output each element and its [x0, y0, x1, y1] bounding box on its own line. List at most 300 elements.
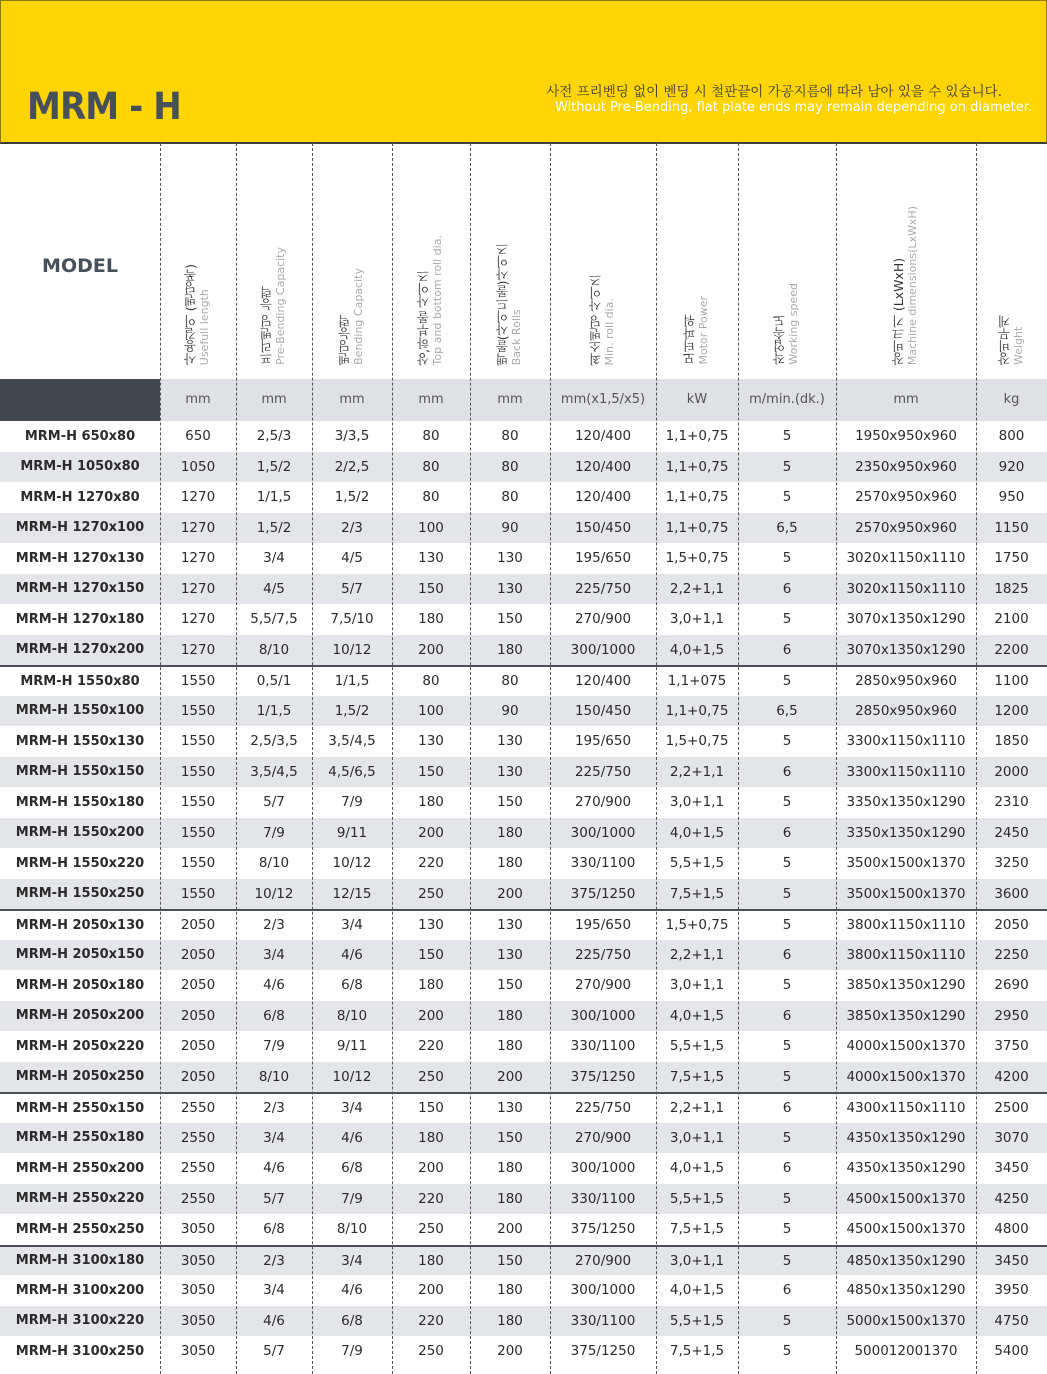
- model-name-cell: MRM-H 3100x250: [15, 1343, 145, 1359]
- column-header-english: Usefull length: [198, 288, 211, 365]
- table-cell: 1,5+0,75: [665, 733, 729, 750]
- model-name-cell: MRM-H 1270x180: [15, 611, 145, 627]
- table-cell: 4,0+1,5: [669, 1160, 725, 1177]
- table-cell: 2050: [180, 917, 216, 934]
- table-cell: 3/3,5: [334, 428, 370, 445]
- table-cell: 225/750: [574, 580, 632, 597]
- table-cell: 10/12: [332, 641, 372, 658]
- table-cell: 6: [782, 1160, 792, 1177]
- table-cell: 9/11: [336, 824, 368, 841]
- table-cell: 80: [501, 489, 519, 506]
- table-cell: 375/1250: [570, 1343, 636, 1360]
- table-cell: 4200: [994, 1068, 1029, 1085]
- table-cell: 1270: [180, 519, 216, 536]
- table-cell: 130: [497, 733, 523, 750]
- table-cell: 5: [782, 1252, 792, 1269]
- column-header: [976, 143, 1047, 379]
- table-cell: 3600: [994, 885, 1029, 902]
- model-name-cell: MRM-H 1550x180: [15, 794, 145, 810]
- table-cell: 3850x1350x1290: [846, 1007, 966, 1024]
- table-cell: 150/450: [574, 519, 632, 536]
- note-english: Without Pre-Bending, flat plate ends may remain depending on diameter.: [555, 100, 1032, 115]
- table-cell: 5,5+1,5: [669, 1038, 725, 1055]
- column-divider: [738, 143, 739, 1374]
- table-cell: 100: [418, 702, 444, 719]
- column-header: [392, 143, 470, 379]
- table-cell: 120/400: [574, 428, 632, 445]
- column-header-english: Machine dimensions(LxWxH): [906, 205, 919, 365]
- table-cell: 6: [782, 1100, 792, 1117]
- model-name-cell: MRM-H 1550x80: [20, 673, 140, 689]
- table-row: [0, 1123, 1047, 1154]
- table-cell: 6: [782, 1007, 792, 1024]
- column-divider: [392, 143, 393, 1374]
- table-cell: 3,0+1,1: [669, 1129, 725, 1146]
- table-cell: 1270: [180, 550, 216, 567]
- table-cell: 4250: [994, 1190, 1029, 1207]
- column-header: [312, 143, 392, 379]
- column-header-label: [184, 264, 212, 365]
- table-cell: 7/9: [341, 794, 363, 811]
- table-cell: 2,2+1,1: [669, 946, 725, 963]
- model-name-cell: MRM-H 2050x150: [15, 947, 145, 963]
- table-cell: 80: [501, 428, 519, 445]
- table-cell: 4/6: [263, 977, 285, 994]
- column-header-korean: 백롤(사이드롤)사이즈: [495, 242, 510, 365]
- table-cell: 4850x1350x1290: [846, 1282, 966, 1299]
- column-header-english: Motor Power: [697, 296, 710, 365]
- table-cell: 3/4: [341, 917, 363, 934]
- column-divider: [312, 143, 313, 1374]
- table-cell: 5: [782, 611, 792, 628]
- table-cell: 1550: [180, 885, 216, 902]
- table-cell: 920: [998, 458, 1025, 475]
- table-cell: 1270: [180, 580, 216, 597]
- table-cell: 270/900: [574, 794, 632, 811]
- table-cell: 4/6: [263, 1160, 285, 1177]
- table-cell: 1,1+0,75: [665, 702, 729, 719]
- model-name-cell: MRM-H 2050x220: [15, 1038, 145, 1054]
- table-cell: 180: [497, 1282, 523, 1299]
- table-cell: 3050: [180, 1252, 216, 1269]
- table-header: [0, 143, 1047, 379]
- table-row: [0, 1153, 1047, 1184]
- table-cell: 2,5/3,5: [250, 733, 298, 750]
- table-cell: 4300x1150x1110: [846, 1100, 966, 1117]
- table-cell: 2850x950x960: [855, 702, 957, 719]
- unit-label: mm: [497, 392, 523, 407]
- table-cell: 180: [418, 977, 444, 994]
- model-name-cell: MRM-H 1270x150: [15, 581, 145, 597]
- table-cell: 8/10: [258, 641, 290, 658]
- table-cell: 150: [497, 1252, 523, 1269]
- table-cell: 195/650: [574, 917, 632, 934]
- table-row: [0, 1184, 1047, 1215]
- table-cell: 4/6: [341, 946, 363, 963]
- table-cell: 375/1250: [570, 1068, 636, 1085]
- table-cell: 2690: [994, 977, 1029, 994]
- table-cell: 300/1000: [570, 1160, 636, 1177]
- table-row: [0, 452, 1047, 483]
- table-cell: 1550: [180, 702, 216, 719]
- table-cell: 1550: [180, 794, 216, 811]
- title-banner: [0, 0, 1047, 144]
- table-cell: 4/6: [341, 1282, 363, 1299]
- column-header: [836, 143, 976, 379]
- table-cell: 6/8: [263, 1007, 285, 1024]
- table-cell: 90: [501, 519, 519, 536]
- table-row: [0, 1336, 1047, 1367]
- table-cell: 225/750: [574, 763, 632, 780]
- table-cell: 300/1000: [570, 641, 636, 658]
- column-header-english: Pre-Bending Capacity: [274, 247, 287, 365]
- table-cell: 180: [418, 611, 444, 628]
- table-cell: 5000x1500x1370: [846, 1312, 966, 1329]
- table-cell: 130: [497, 917, 523, 934]
- table-cell: 4,0+1,5: [669, 641, 725, 658]
- table-cell: 4,0+1,5: [669, 1282, 725, 1299]
- table-cell: 7,5/10: [330, 611, 374, 628]
- table-cell: 3/4: [341, 1100, 363, 1117]
- table-cell: 5: [782, 1190, 792, 1207]
- table-row: [0, 543, 1047, 574]
- column-header-label: [998, 315, 1026, 365]
- table-row: [0, 665, 1047, 696]
- table-cell: 4/6: [341, 1129, 363, 1146]
- table-cell: 80: [422, 673, 440, 690]
- table-cell: 2,2+1,1: [669, 580, 725, 597]
- unit-label: kW: [686, 392, 708, 407]
- table-cell: 180: [418, 1252, 444, 1269]
- table-cell: 100: [418, 519, 444, 536]
- table-cell: 3050: [180, 1312, 216, 1329]
- table-cell: 3450: [994, 1160, 1029, 1177]
- table-cell: 130: [497, 763, 523, 780]
- unit-label: mm: [418, 392, 444, 407]
- table-cell: 330/1100: [570, 1038, 636, 1055]
- table-cell: 330/1100: [570, 855, 636, 872]
- unit-label: mm: [893, 392, 919, 407]
- table-cell: 5: [782, 885, 792, 902]
- column-header: [236, 143, 312, 379]
- table-cell: 5/7: [263, 1343, 285, 1360]
- table-row: [0, 1062, 1047, 1093]
- table-cell: 180: [497, 1312, 523, 1329]
- table-cell: 330/1100: [570, 1190, 636, 1207]
- table-cell: 200: [418, 824, 444, 841]
- table-cell: 7,5+1,5: [669, 885, 725, 902]
- table-cell: 3350x1350x1290: [846, 824, 966, 841]
- model-name-cell: MRM-H 2550x250: [15, 1221, 145, 1237]
- table-cell: 80: [422, 489, 440, 506]
- table-cell: 1/1,5: [256, 489, 292, 506]
- table-cell: 6: [782, 580, 792, 597]
- table-cell: 4/5: [341, 550, 363, 567]
- table-cell: 330/1100: [570, 1312, 636, 1329]
- column-header-english: Top and bottom roll dia.: [431, 234, 444, 365]
- table-cell: 250: [418, 1221, 444, 1238]
- column-header-label: [892, 206, 920, 365]
- table-cell: 3/4: [263, 1282, 285, 1299]
- table-cell: 150: [418, 1100, 444, 1117]
- table-cell: 150/450: [574, 702, 632, 719]
- table-cell: 4/5: [263, 580, 285, 597]
- table-cell: 3500x1500x1370: [846, 855, 966, 872]
- table-row: [0, 1092, 1047, 1123]
- table-cell: 3,0+1,1: [669, 1252, 725, 1269]
- table-row: [0, 726, 1047, 757]
- table-row: [0, 848, 1047, 879]
- table-cell: 3,0+1,1: [669, 977, 725, 994]
- table-cell: 800: [998, 428, 1025, 445]
- column-divider: [550, 143, 551, 1374]
- table-cell: 7/9: [341, 1190, 363, 1207]
- table-cell: 5,5+1,5: [669, 855, 725, 872]
- table-cell: 130: [497, 550, 523, 567]
- table-cell: 0,5/1: [256, 673, 292, 690]
- table-row: [0, 604, 1047, 635]
- column-header-label: [496, 243, 524, 365]
- table-cell: 300/1000: [570, 824, 636, 841]
- table-cell: 1270: [180, 641, 216, 658]
- table-row: [0, 757, 1047, 788]
- table-cell: 8/10: [258, 1068, 290, 1085]
- column-header-label: [683, 296, 711, 365]
- table-cell: 1,1+0,75: [665, 489, 729, 506]
- table-cell: 8/10: [336, 1221, 368, 1238]
- table-cell: 80: [422, 428, 440, 445]
- table-cell: 3/4: [263, 946, 285, 963]
- table-cell: 4500x1500x1370: [846, 1221, 966, 1238]
- table-cell: 3750: [994, 1038, 1029, 1055]
- model-name-cell: MRM-H 1550x130: [15, 733, 145, 749]
- table-cell: 4350x1350x1290: [846, 1129, 966, 1146]
- table-cell: 6: [782, 1282, 792, 1299]
- table-cell: 2550: [180, 1160, 216, 1177]
- table-cell: 150: [497, 611, 523, 628]
- table-cell: 180: [497, 1190, 523, 1207]
- table-cell: 2,2+1,1: [669, 1100, 725, 1117]
- table-cell: 4800: [994, 1221, 1029, 1238]
- table-cell: 180: [497, 1007, 523, 1024]
- table-cell: 5: [782, 1068, 792, 1085]
- model-name-cell: MRM-H 1270x130: [15, 550, 145, 566]
- table-cell: 10/12: [254, 885, 294, 902]
- table-cell: 220: [418, 1038, 444, 1055]
- table-cell: 200: [418, 1282, 444, 1299]
- table-cell: 270/900: [574, 611, 632, 628]
- table-cell: 2/2,5: [334, 458, 370, 475]
- model-name-cell: MRM-H 1550x220: [15, 855, 145, 871]
- table-cell: 3950: [994, 1282, 1029, 1299]
- table-cell: 3/4: [341, 1252, 363, 1269]
- column-header-korean: 벤딩능력: [337, 315, 352, 365]
- table-cell: 1950x950x960: [855, 428, 957, 445]
- table-cell: 5: [782, 1221, 792, 1238]
- table-cell: 5,5/7,5: [250, 611, 298, 628]
- table-cell: 5: [782, 733, 792, 750]
- table-cell: 2550: [180, 1129, 216, 1146]
- table-cell: 5/7: [341, 580, 363, 597]
- column-header-korean: 모터파워: [682, 315, 697, 365]
- table-cell: 5,5+1,5: [669, 1190, 725, 1207]
- table-cell: 4000x1500x1370: [846, 1038, 966, 1055]
- table-cell: 5: [782, 917, 792, 934]
- table-row: [0, 1031, 1047, 1062]
- table-row: [0, 1306, 1047, 1337]
- table-cell: 1200: [994, 702, 1029, 719]
- table-row: [0, 696, 1047, 727]
- model-column-header: MODEL: [42, 255, 118, 277]
- table-cell: 2050: [180, 946, 216, 963]
- table-cell: 3450: [994, 1252, 1029, 1269]
- table-row: [0, 1214, 1047, 1245]
- table-cell: 180: [497, 1160, 523, 1177]
- column-header-label: [417, 235, 445, 365]
- unit-label: m/min.(dk.): [749, 392, 825, 407]
- column-header-korean: 프리벤딩 능력: [259, 286, 274, 365]
- column-header: [656, 143, 738, 379]
- table-cell: 2/3: [263, 1100, 285, 1117]
- table-cell: 1,5/2: [334, 489, 370, 506]
- column-divider: [236, 143, 237, 1374]
- column-header-korean: 장비크기 (LxWxH): [891, 257, 906, 365]
- model-name-cell: MRM-H 1270x80: [20, 489, 140, 505]
- table-cell: 3250: [994, 855, 1029, 872]
- table-cell: 300/1000: [570, 1282, 636, 1299]
- column-header-korean: 사용길이 (벤딩폭): [183, 263, 198, 365]
- column-divider: [976, 143, 977, 1374]
- table-cell: 130: [497, 1100, 523, 1117]
- model-name-cell: MRM-H 1550x150: [15, 764, 145, 780]
- table-cell: 1,5/2: [256, 458, 292, 475]
- table-cell: 2450: [994, 824, 1029, 841]
- model-name-cell: MRM-H 2050x250: [15, 1069, 145, 1085]
- table-cell: 150: [497, 1129, 523, 1146]
- table-cell: 250: [418, 1343, 444, 1360]
- table-row: [0, 635, 1047, 666]
- table-cell: 6/8: [341, 977, 363, 994]
- table-cell: 2550: [180, 1190, 216, 1207]
- table-cell: 2/3: [341, 519, 363, 536]
- table-row: [0, 421, 1047, 452]
- table-cell: 5400: [994, 1343, 1029, 1360]
- table-cell: 1750: [994, 550, 1029, 567]
- table-cell: 4500x1500x1370: [846, 1190, 966, 1207]
- table-cell: 270/900: [574, 1252, 632, 1269]
- table-cell: 3300x1150x1110: [846, 763, 966, 780]
- table-cell: 1,1+075: [667, 673, 727, 690]
- table-cell: 3500x1500x1370: [846, 885, 966, 902]
- table-cell: 300/1000: [570, 1007, 636, 1024]
- unit-label: kg: [1003, 392, 1020, 407]
- model-name-cell: MRM-H 1550x200: [15, 825, 145, 841]
- model-name-cell: MRM-H 3100x220: [15, 1313, 145, 1329]
- table-cell: 2570x950x960: [855, 489, 957, 506]
- model-name-cell: MRM-H 2550x200: [15, 1160, 145, 1176]
- table-cell: 3050: [180, 1282, 216, 1299]
- unit-row: [0, 379, 1047, 421]
- table-cell: 1150: [994, 519, 1029, 536]
- table-cell: 3/4: [263, 550, 285, 567]
- table-cell: 3070x1350x1290: [846, 641, 966, 658]
- table-cell: 3350x1350x1290: [846, 794, 966, 811]
- table-row: [0, 482, 1047, 513]
- table-cell: 2,2+1,1: [669, 763, 725, 780]
- table-cell: 250: [418, 885, 444, 902]
- table-cell: 180: [497, 1038, 523, 1055]
- table-cell: 2550: [180, 1100, 216, 1117]
- table-row: [0, 574, 1047, 605]
- table-cell: 6: [782, 946, 792, 963]
- table-cell: 5,5+1,5: [669, 1312, 725, 1329]
- table-cell: 6: [782, 763, 792, 780]
- table-cell: 3/4: [263, 1129, 285, 1146]
- table-cell: 5: [782, 1129, 792, 1146]
- table-cell: 2200: [994, 641, 1029, 658]
- table-cell: 6/8: [341, 1312, 363, 1329]
- column-divider: [160, 143, 161, 1374]
- table-cell: 2050: [180, 977, 216, 994]
- table-cell: 3,0+1,1: [669, 794, 725, 811]
- model-name-cell: MRM-H 1270x200: [15, 642, 145, 658]
- table-row: [0, 940, 1047, 971]
- table-cell: 120/400: [574, 489, 632, 506]
- table-cell: 2100: [994, 611, 1029, 628]
- table-cell: 1,5/2: [334, 702, 370, 719]
- table-cell: 6,5: [776, 519, 798, 536]
- unit-row-model-cell: [0, 379, 160, 421]
- model-name-cell: MRM-H 650x80: [24, 428, 136, 444]
- table-cell: 180: [497, 641, 523, 658]
- column-header-label: [773, 283, 801, 365]
- table-cell: 9/11: [336, 1038, 368, 1055]
- table-cell: 3070: [994, 1129, 1029, 1146]
- table-cell: 2850x950x960: [855, 673, 957, 690]
- table-cell: 5: [782, 794, 792, 811]
- model-name-cell: MRM-H 1550x250: [15, 886, 145, 902]
- table-cell: 1270: [180, 489, 216, 506]
- table-cell: 950: [998, 489, 1025, 506]
- table-cell: 1550: [180, 763, 216, 780]
- table-cell: 2050: [994, 917, 1029, 934]
- table-cell: 180: [497, 824, 523, 841]
- table-cell: 180: [497, 855, 523, 872]
- table-cell: 3800x1150x1110: [846, 946, 966, 963]
- table-cell: 200: [497, 1068, 523, 1085]
- table-cell: 225/750: [574, 946, 632, 963]
- column-header-korean: 상,하부롤 사이즈: [416, 269, 431, 365]
- table-cell: 1/1,5: [334, 673, 370, 690]
- column-divider: [470, 143, 471, 1374]
- table-cell: 2500: [994, 1100, 1029, 1117]
- table-cell: 80: [501, 458, 519, 475]
- column-header: [470, 143, 550, 379]
- table-cell: 4,5/6,5: [328, 763, 376, 780]
- table-cell: 5: [782, 1343, 792, 1360]
- table-cell: 4,0+1,5: [669, 824, 725, 841]
- table-row: [0, 818, 1047, 849]
- table-cell: 2350x950x960: [855, 458, 957, 475]
- table-cell: 200: [418, 1007, 444, 1024]
- table-cell: 4350x1350x1290: [846, 1160, 966, 1177]
- table-cell: 4750: [994, 1312, 1029, 1329]
- column-header-english: Back Rolls: [510, 309, 523, 365]
- table-cell: 3,5/4,5: [250, 763, 298, 780]
- column-header-english: Min. roll dia.: [603, 297, 616, 365]
- table-cell: 3050: [180, 1343, 216, 1360]
- table-cell: 200: [497, 885, 523, 902]
